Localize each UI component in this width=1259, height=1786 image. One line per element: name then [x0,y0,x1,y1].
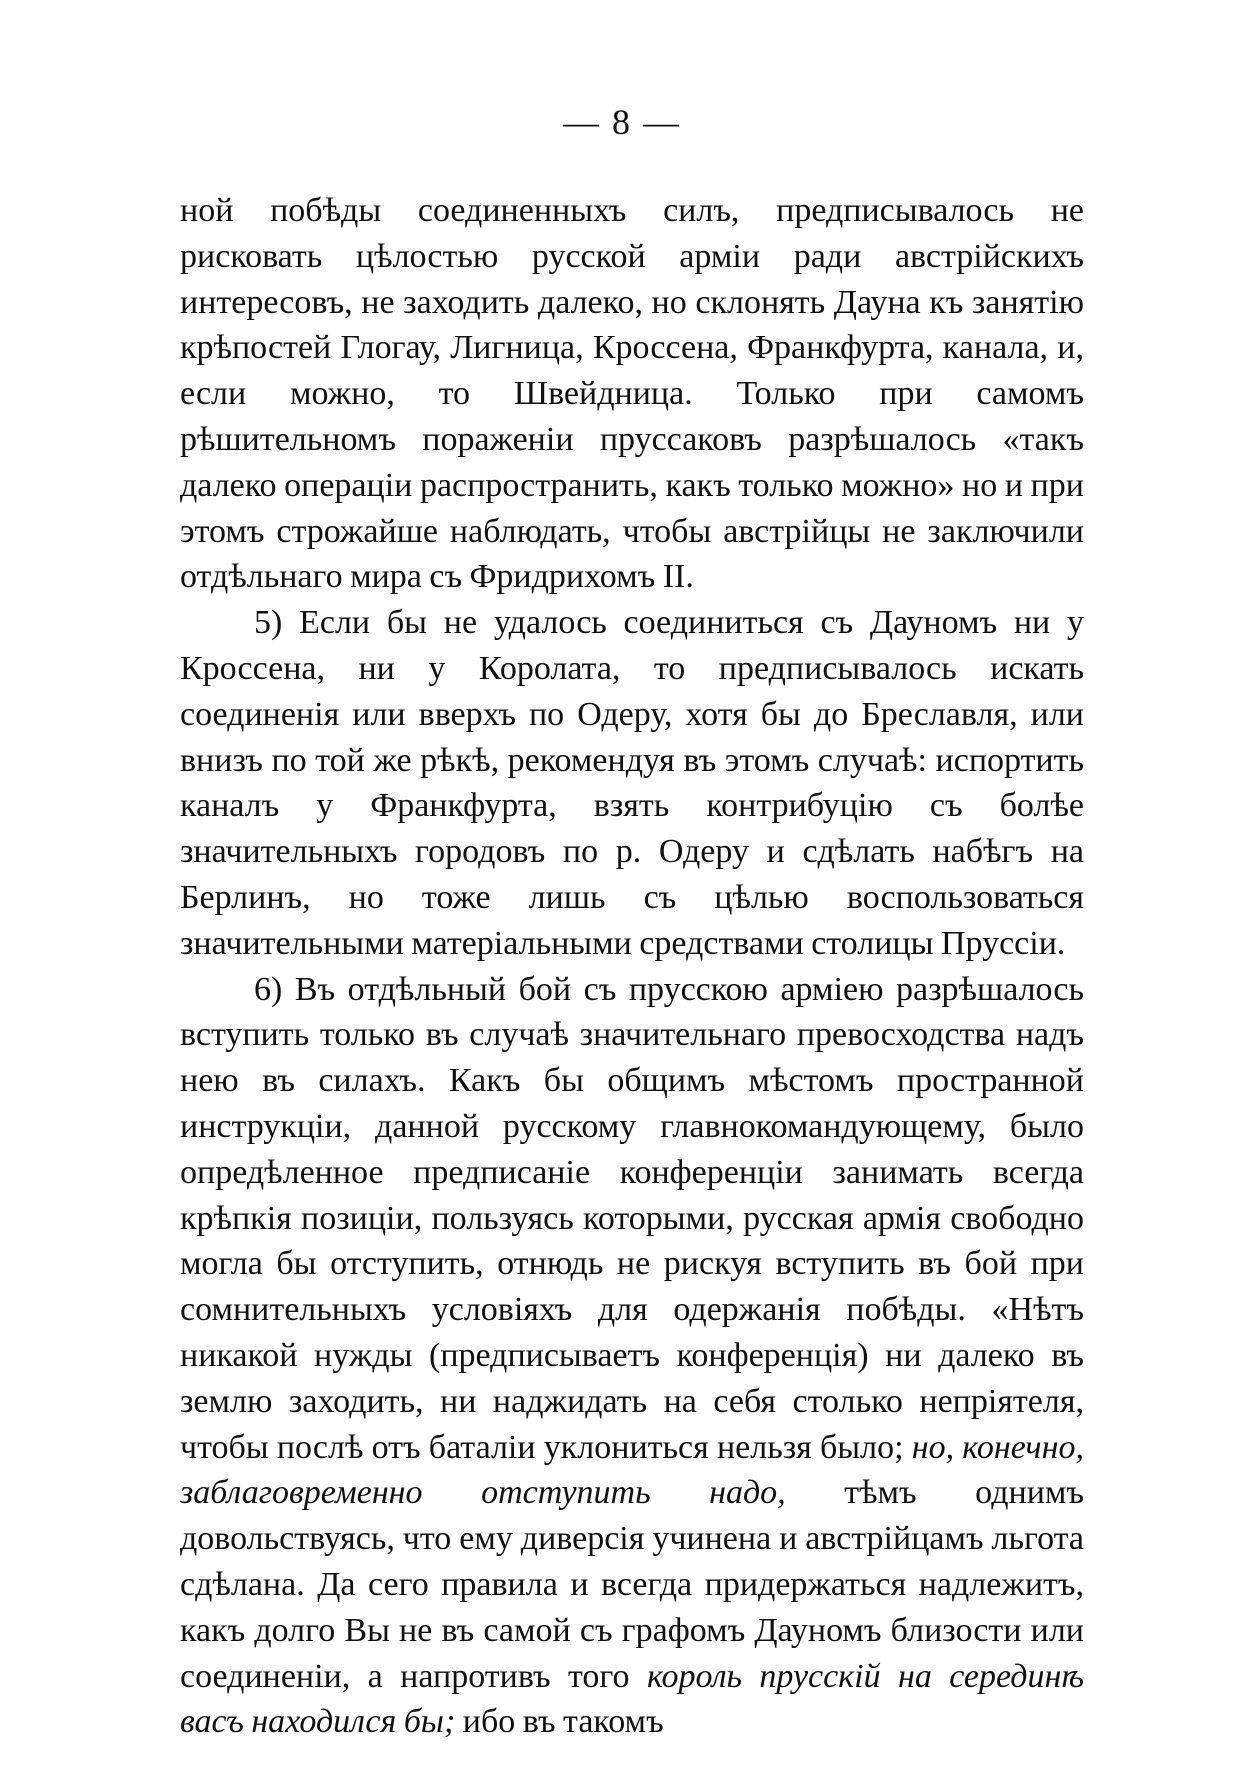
text-segment: ной побѣды соединенныхъ силъ, предписывалось не рисковать цѣлостью русской арміи ради австрійскихъ интересовъ, не заходить далеко, но склонять Дауна къ занятію крѣпостей Глогау, Лигница, Кроссена, Франкфурта, канала, и, если можно, то Швейдница. Только при самомъ рѣшительномъ пораженіи пруссаковъ разрѣшалось «такъ далеко операціи распространить, какъ только можно» но и при этомъ строжайше наблюдать, чтобы австрійцы не заключили отдѣльнаго мира съ Фридрихомъ II. [180,192,1084,596]
page-number: — 8 — [563,102,681,142]
text-segment: 5) Если бы не удалось соединиться съ Дауномъ ни у Кроссена, ни у Королата, то предписывалось искать соединенія или вверхъ по Одеру, хотя бы до Бреславля, или внизъ по той же рѣкѣ, рекомендуя въ этомъ случаѣ: испортить каналъ у Франкфурта, взять контрибуцію съ болѣе значительныхъ городовъ по р. Одеру и сдѣлать набѣгъ на Берлинъ, но тоже лишь съ цѣлью воспользоваться значительными матеріальными средствами столицы Пруссіи. [180,604,1084,962]
italic-quote-segment: но, конечно, заблаговременно отступить надо, [180,1428,1085,1512]
paragraph-continuation [180,188,1084,600]
text-segment: тѣмъ однимъ довольствуясь, что ему диверсія учинена и австрійцамъ льгота сдѣлана. Да сего правила и всегда придержаться надлежитъ, какъ долго Вы не въ самой съ графомъ Дауномъ близости или соединеніи, а напротивъ того [180,1474,1084,1695]
text-segment: ибо въ такомъ [455,1703,664,1741]
paragraph-item-6 [180,967,1084,1746]
book-page [180,100,1084,1745]
text-segment: 6) Въ отдѣльный бой съ прусскою арміею разрѣшалось вступить только въ случаѣ значительнаго превосходства надъ нею въ силахъ. Какъ бы общимъ мѣстомъ пространной инструкціи, данной русскому главнокомандующему, было опредѣленное предписаніе конференціи занимать всегда крѣпкія позиціи, пользуясь которыми, русская армія свободно могла бы отступить, отнюдь не рискуя вступить въ бой при сомнительныхъ условіяхъ для одержанія побѣды. «Нѣтъ никакой нужды (предписываетъ конференція) ни далеко въ землю заходить, ни наджидать на себя столько непріятеля, чтобы послѣ отъ баталіи уклониться нельзя было; [180,970,1084,1466]
paragraph-item-5 [180,600,1084,966]
body-text [180,188,1084,1745]
italic-quote-segment: король прусскій на серединѣ васъ находился бы; [180,1657,1084,1741]
